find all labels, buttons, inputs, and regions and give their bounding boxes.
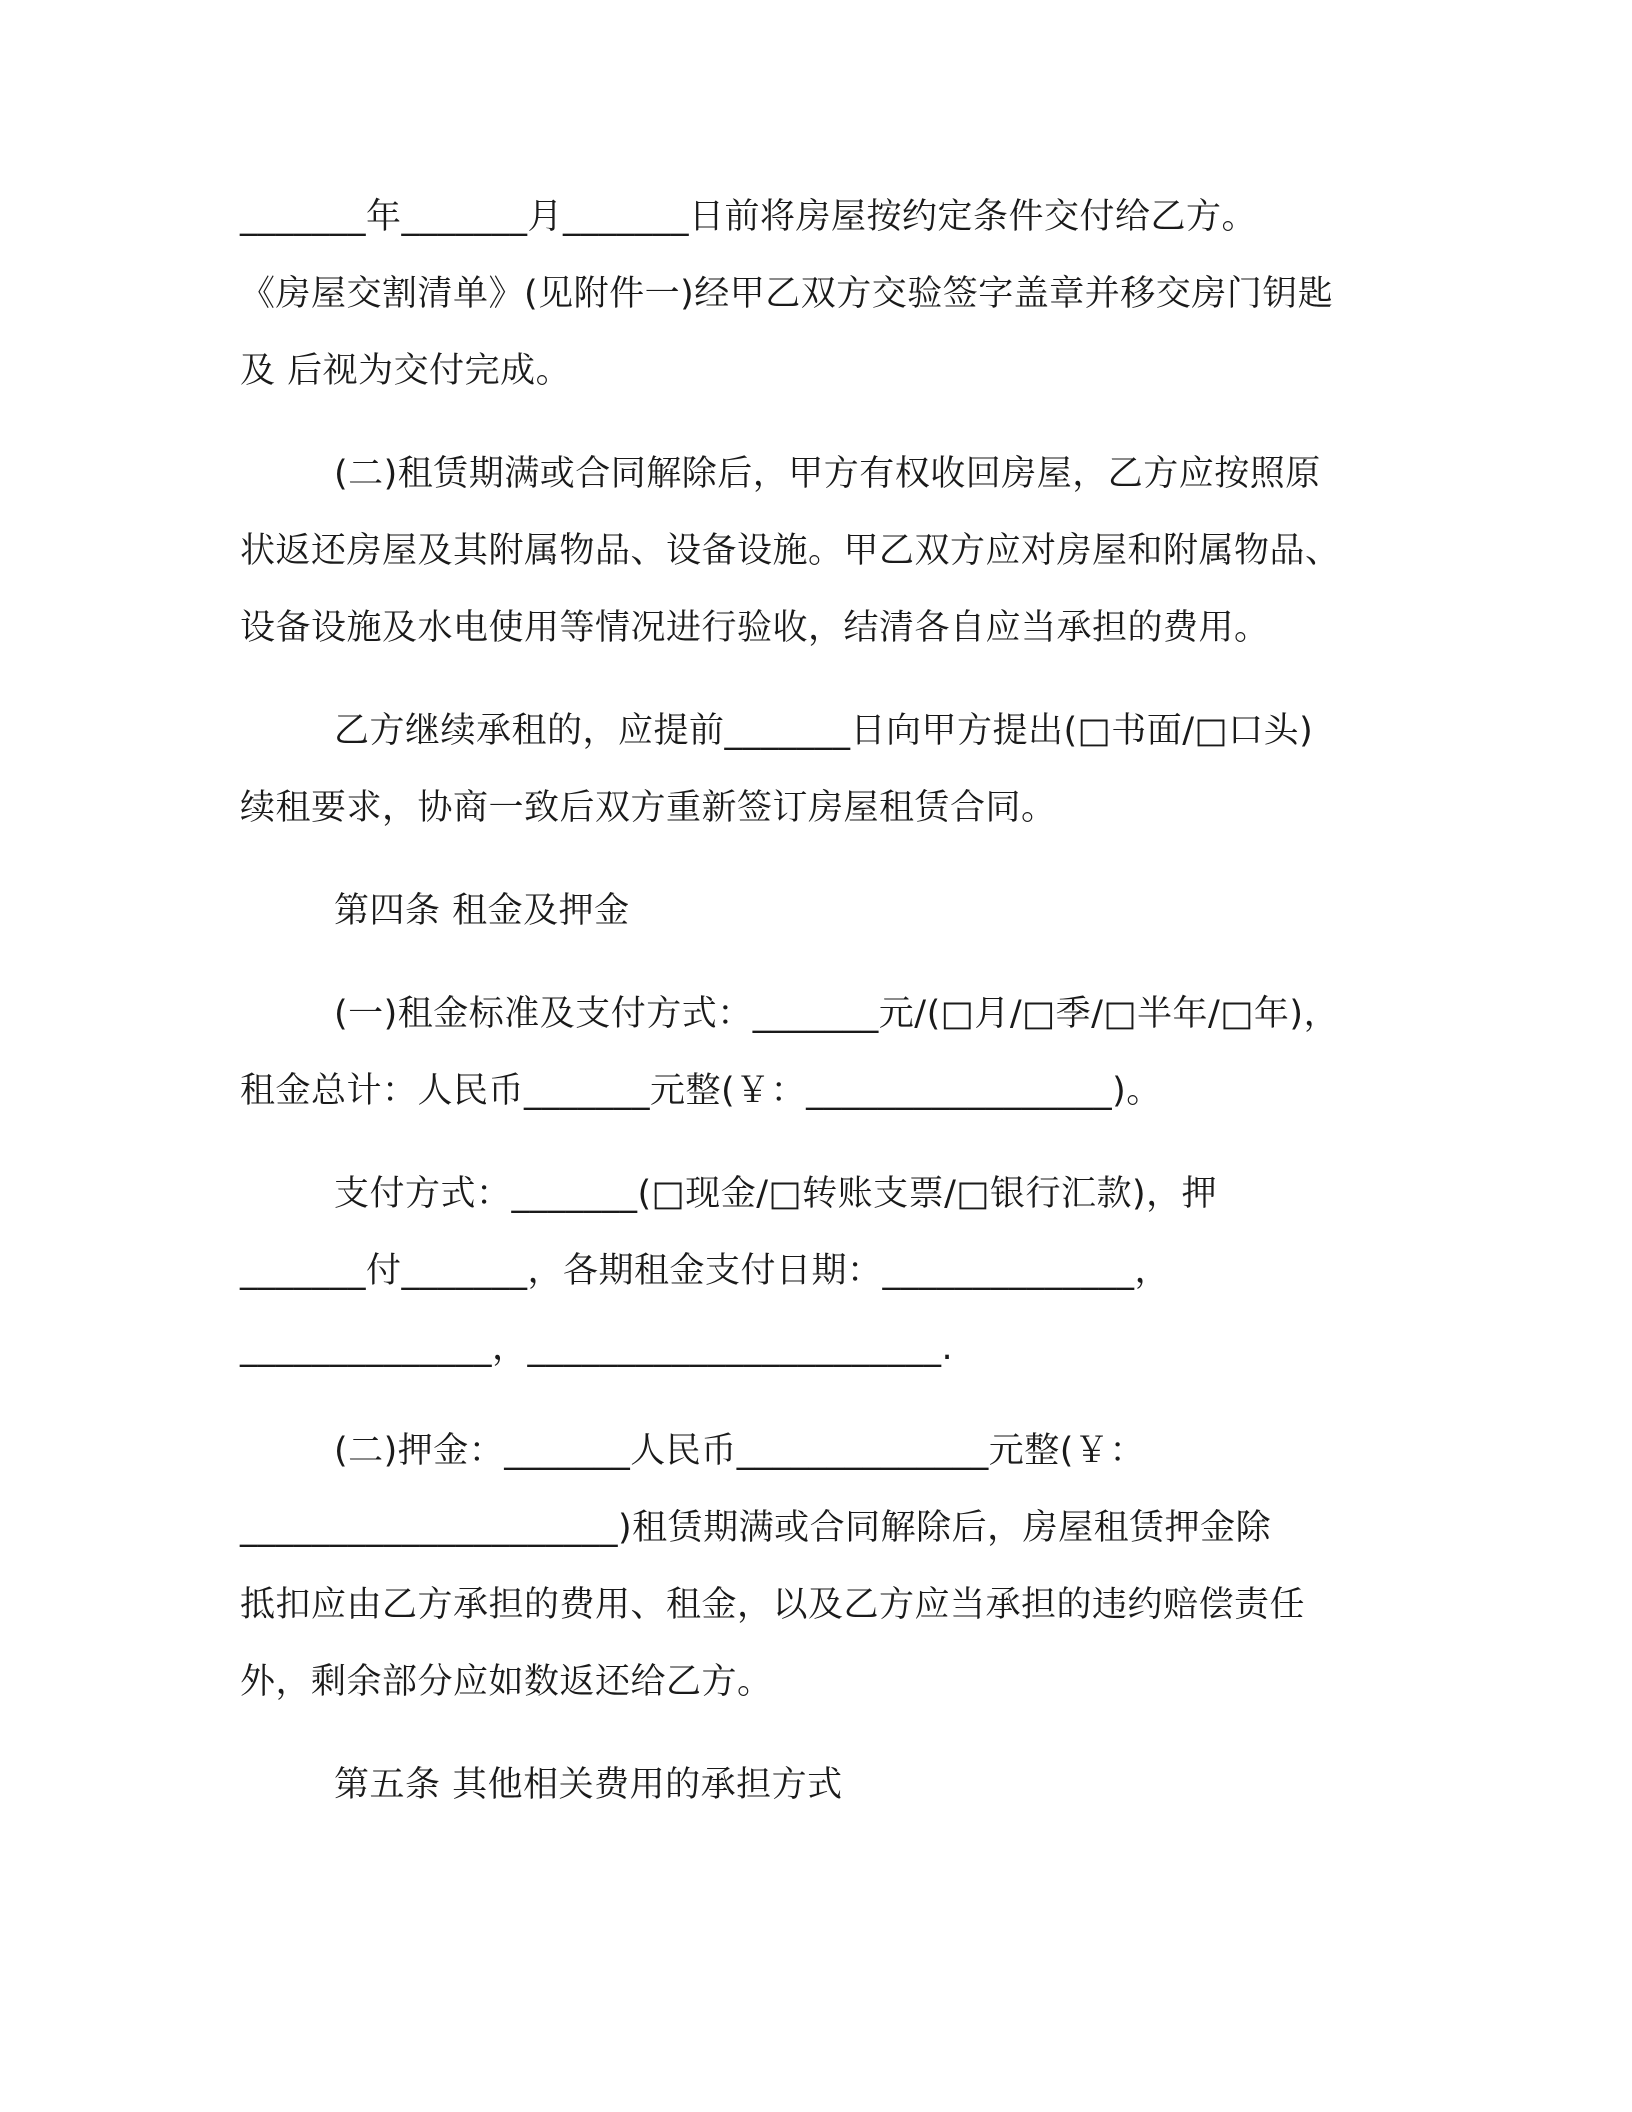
rent-standard-line-2: 租金总计：人民币_______元整(￥：_________________)。 — [240, 1071, 1162, 1111]
renewal-clause-line-1: 乙方继续承租的，应提前_______日向甲方提出(□书面/□口头) — [334, 711, 1314, 751]
delivery-date-line: _______年_______月_______日前将房屋按约定条件交付给乙方。 — [240, 197, 1258, 237]
handover-list-line: 《房屋交割清单》(见附件一)经甲乙双方交验签字盖章并移交房门钥匙 — [240, 274, 1334, 314]
renewal-clause-line-2: 续租要求，协商一致后双方重新签订房屋租赁合同。 — [240, 788, 1057, 828]
article-four-heading: 第四条 租金及押金 — [334, 891, 630, 931]
payment-method-line-1: 支付方式：_______(□现金/□转账支票/□银行汇款)，押 — [334, 1174, 1218, 1214]
lease-end-clause-line-1: (二)租赁期满或合同解除后，甲方有权收回房屋，乙方应按照原 — [334, 454, 1321, 494]
article-five-heading: 第五条 其他相关费用的承担方式 — [334, 1765, 843, 1805]
lease-end-clause-line-2: 状返还房屋及其附属物品、设备设施。甲乙双方应对房屋和附属物品、 — [240, 531, 1341, 571]
payment-method-line-2: _______付_______，各期租金支付日期：______________， — [240, 1251, 1171, 1291]
rent-standard-line-1: (一)租金标准及支付方式：_______元/(□月/□季/□半年/□年)， — [334, 994, 1340, 1034]
deposit-clause-line-4: 外，剩余部分应如数返还给乙方。 — [240, 1662, 773, 1702]
delivery-complete-line: 及 后视为交付完成。 — [240, 351, 572, 391]
deposit-clause-line-1: (二)押金：_______人民币______________元整(￥： — [334, 1431, 1145, 1471]
deposit-clause-line-3: 抵扣应由乙方承担的费用、租金，以及乙方应当承担的违约赔偿责任 — [240, 1585, 1306, 1625]
lease-end-clause-line-3: 设备设施及水电使用等情况进行验收，结清各自应当承担的费用。 — [240, 608, 1270, 648]
deposit-clause-line-2: _____________________)租赁期满或合同解除后，房屋租赁押金除 — [240, 1508, 1272, 1548]
payment-method-line-3: ______________，_______________________. — [240, 1328, 954, 1368]
